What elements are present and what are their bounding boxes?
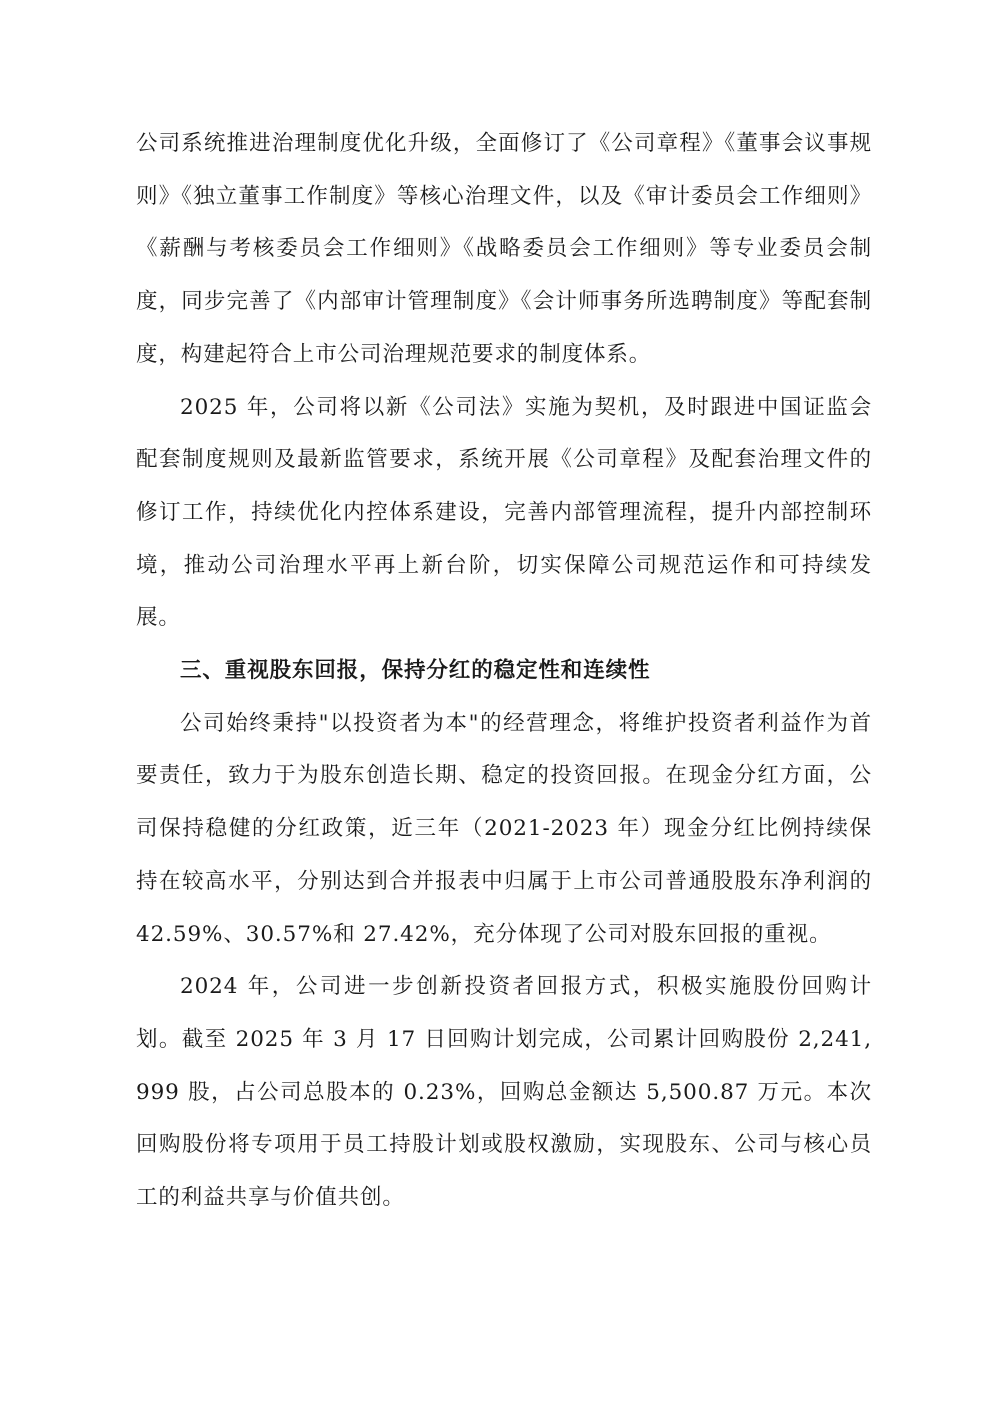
paragraph-share-buyback: 2024 年，公司进一步创新投资者回报方式，积极实施股份回购计划。截至 2025 年 3 月 17 日回购计划完成，公司累计回购股份 2,241,999 股，占公司总股本的 0.23%，回购总金额达 5,500.87 万元。本次回购股份将专项用于员工持股计划或股权激励，实现股东、公司与核心员工的利益共享与价值共创。: [136, 974, 872, 1211]
paragraph-2025-plan: 2025 年，公司将以新《公司法》实施为契机，及时跟进中国证监会配套制度规则及最新监管要求，系统开展《公司章程》及配套治理文件的修订工作，持续优化内控体系建设，完善内部管理流程，提升内部控制环境，推动公司治理水平再上新台阶，切实保障公司规范运作和可持续发展。: [136, 394, 872, 631]
document-body: [136, 118, 872, 1225]
paragraph-dividend-policy: 公司始终秉持"以投资者为本"的经营理念，将维护投资者利益作为首要责任，致力于为股东创造长期、稳定的投资回报。在现金分红方面，公司保持稳健的分红政策，近三年（2021-2023 年）现金分红比例持续保持在较高水平，分别达到合并报表中归属于上市公司普通股股东净利润的 42.59%、30.57%和 27.42%，充分体现了公司对股东回报的重视。: [136, 710, 872, 947]
paragraph-governance-system: 公司系统推进治理制度优化升级，全面修订了《公司章程》《董事会议事规则》《独立董事工作制度》等核心治理文件，以及《审计委员会工作细则》《薪酬与考核委员会工作细则》《战略委员会工作细则》等专业委员会制度，同步完善了《内部审计管理制度》《会计师事务所选聘制度》等配套制度，构建起符合上市公司治理规范要求的制度体系。: [136, 131, 872, 367]
section-heading-shareholder-returns: 三、重视股东回报，保持分红的稳定性和连续性: [180, 658, 651, 684]
